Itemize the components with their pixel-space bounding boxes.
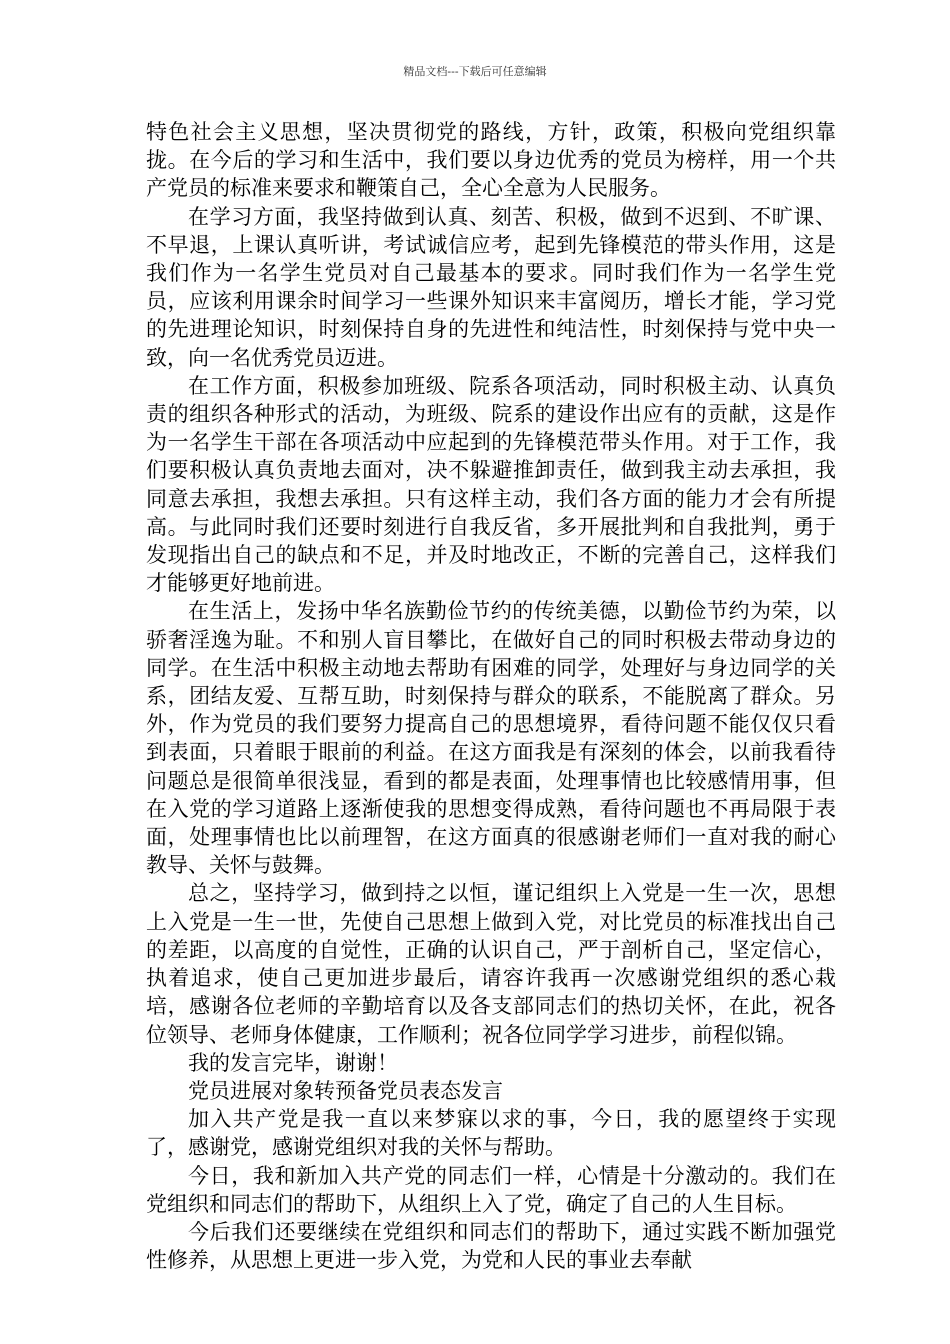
paragraph-joining: 加入共产党是我一直以来梦寐以求的事，今日，我的愿望终于实现了，感谢党，感谢党组织对我的关怀与帮助。	[146, 1107, 836, 1160]
paragraph-today: 今日，我和新加入共产党的同志们一样，心情是十分激动的。我们在党组织和同志们的帮助下，从组织上入了党，确定了自己的人生目标。	[146, 1163, 836, 1216]
paragraph-study: 在学习方面，我坚持做到认真、刻苦、积极，做到不迟到、不旷课、不早退，上课认真听讲，考试诚信应考，起到先锋模范的带头作用，这是我们作为一名学生党员对自己最基本的要求。同时我们作为一名学生党员，应该利用课余时间学习一些课外知识来丰富阅历，增长才能，学习党的先进理论知识，时刻保持自身的先进性和纯洁性，时刻保持与党中央一致，向一名优秀党员迈进。	[146, 204, 836, 370]
paragraph-continuation: 特色社会主义思想，坚决贯彻党的路线，方针，政策，积极向党组织靠拢。在今后的学习和生活中，我们要以身边优秀的党员为榜样，用一个共产党员的标准来要求和鞭策自己，全心全意为人民服务。	[146, 120, 836, 201]
paragraph-conclusion: 总之，坚持学习，做到持之以恒，谨记组织上入党是一生一次，思想上入党是一生一世，先使自己思想上做到入党，对比党员的标准找出自己的差距，以高度的自觉性，正确的认识自己，严于剖析自己，坚定信心，执着追求，使自己更加进步最后，请容许我再一次感谢党组织的悉心栽培，感谢各位老师的辛勤培育以及各支部同志们的热切关怀，在此，祝各位领导、老师身体健康，工作顺利；祝各位同学学习进步，前程似锦。	[146, 881, 836, 1047]
document-body	[146, 118, 836, 1274]
paragraph-work: 在工作方面，积极参加班级、院系各项活动，同时积极主动、认真负责的组织各种形式的活动，为班级、院系的建设作出应有的贡献，这是作为一名学生干部在各项活动中应起到的先锋模范带头作用。对于工作，我们要积极认真负责地去面对，决不躲避推卸责任，做到我主动去承担，我同意去承担，我想去承担。只有这样主动，我们各方面的能力才会有所提高。与此同时我们还要时刻进行自我反省，多开展批判和自我批判，勇于发现指出自己的缺点和不足，并及时地改正，不断的完善自己，这样我们才能够更好地前进。	[146, 373, 836, 596]
paragraph-closing: 我的发言完毕，谢谢！	[188, 1050, 398, 1075]
page-header: 精品文档---下载后可任意编辑	[403, 65, 547, 78]
paragraph-future: 今后我们还要继续在党组织和同志们的帮助下，通过实践不断加强党性修养，从思想上更进一步入党，为党和人民的事业去奉献	[146, 1219, 836, 1273]
section-title: 党员进展对象转预备党员表态发言	[188, 1078, 503, 1103]
paragraph-life: 在生活上，发扬中华名族勤俭节约的传统美德，以勤俭节约为荣，以骄奢淫逸为耻。不和别人盲目攀比，在做好自己的同时积极去带动身边的同学。在生活中积极主动地去帮助有困难的同学，处理好与身边同学的关系，团结友爱、互帮互助，时刻保持与群众的联系，不能脱离了群众。另外，作为党员的我们要努力提高自己的思想境界，看待问题不能仅仅只看到表面，只着眼于眼前的利益。在这方面我是有深刻的体会，以前我看待问题总是很简单很浅显，看到的都是表面，处理事情也比较感情用事，但在入党的学习道路上逐渐使我的思想变得成熟，看待问题也不再局限于表面，处理事情也比以前理智，在这方面真的很感谢老师们一直对我的耐心教导、关怀与鼓舞。	[146, 599, 836, 878]
